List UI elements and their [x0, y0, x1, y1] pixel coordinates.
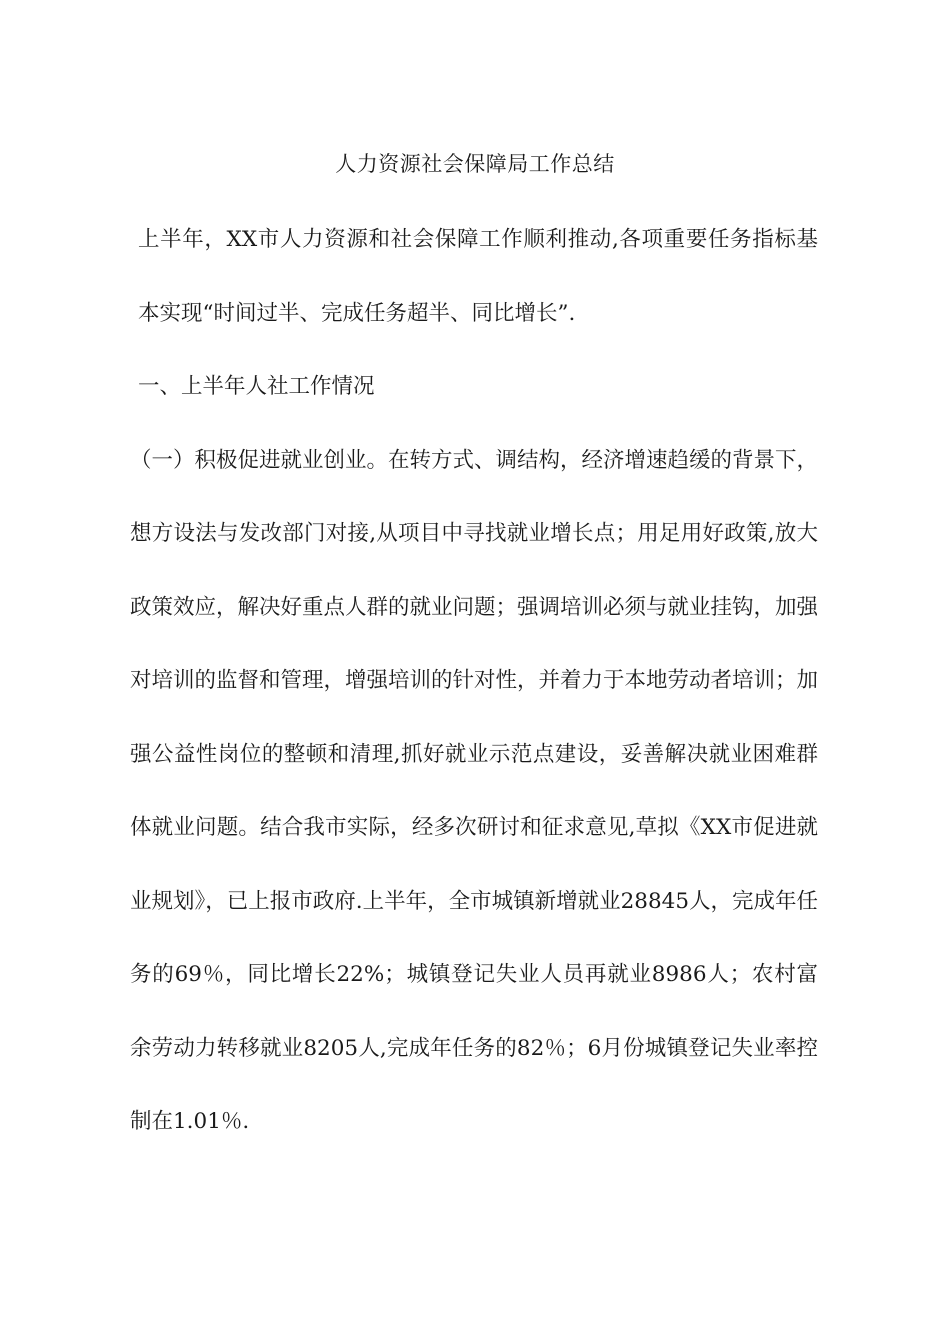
document-body: [130, 203, 819, 1159]
intro-paragraph: 上半年，XX市人力资源和社会保障工作顺利推动,各项重要任务指标基本实现“时间过半、完成任务超半、同比增长”.: [138, 227, 818, 326]
employment-paragraph: （一）积极促进就业创业。在转方式、调结构，经济增速趋缓的背景下，想方设法与发改部门对接,从项目中寻找就业增长点；用足用好政策,放大政策效应，解决好重点人群的就业问题；强调培训必须与就业挂钩，加强对培训的监督和管理，增强培训的针对性，并着力于本地劳动者培训；加强公益性岗位的整顿和清理,抓好就业示范点建设，妥善解决就业困难群体就业问题。结合我市实际，经多次研讨和征求意见,草拟《XX市促进就业规划》，已上报市政府.上半年，全市城镇新增就业28845人，完成年任务的69％，同比增长22%；城镇登记失业人员再就业8986人；农村富余劳动力转移就业8205人,完成年任务的82％；6月份城镇登记失业率控制在1.01％.: [130, 447, 819, 1134]
section-heading: 一、上半年人社工作情况: [138, 374, 375, 399]
document-title: 人力资源社会保障局工作总结: [335, 152, 615, 176]
